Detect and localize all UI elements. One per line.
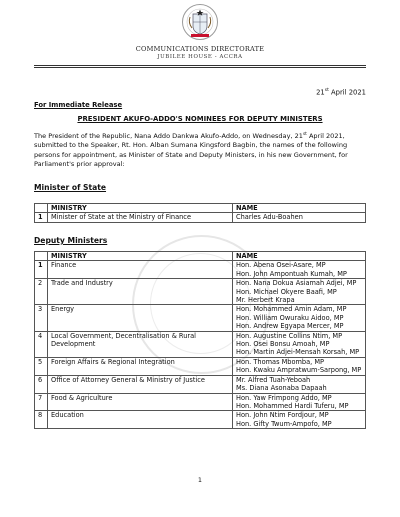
nominee-name: Hon. Nana Dokua Asiamah Adjei, MP — [236, 279, 357, 288]
nominee-name: Hon. Augustine Collins Ntim, MP — [236, 331, 343, 340]
page-number: 1 — [197, 476, 203, 484]
row-names — [233, 375, 366, 393]
nominee-name: Hon. Abena Osei-Asare, MP — [236, 261, 326, 270]
header-num-cell — [35, 204, 48, 213]
nominee-name: Mr. Alfred Tuah-Yeboah — [236, 375, 311, 384]
nominee-name: Hon. John Ntim Fordjour, MP — [236, 411, 329, 420]
row-names — [233, 279, 366, 305]
row-names — [233, 213, 366, 222]
minister-of-state-table — [34, 203, 366, 223]
row-number: 7 — [35, 393, 48, 411]
row-ministry: Finance — [48, 261, 233, 279]
row-number: 8 — [35, 411, 48, 429]
nominee-name: Mr. Herbert Krapa — [236, 296, 295, 305]
row-ministry: Local Government, Decentralisation & Rural Development — [48, 331, 233, 357]
nominee-name: Hon. Mohammed Amin Adam, MP — [236, 305, 347, 314]
table-header-row — [35, 252, 366, 261]
nominee-name: Hon. Martin Adjei-Mensah Korsah, MP — [236, 348, 360, 357]
row-ministry: Foreign Affairs & Regional Integration — [48, 357, 233, 375]
row-names — [233, 331, 366, 357]
row-names — [233, 411, 366, 429]
table-header-row — [35, 204, 366, 213]
row-ministry: Food & Agriculture — [48, 393, 233, 411]
row-ministry: Energy — [48, 305, 233, 331]
minister-of-state-heading: Minister of State — [34, 183, 107, 192]
row-number: 1 — [35, 213, 48, 222]
directorate-title: COMMUNICATIONS DIRECTORATE — [135, 45, 265, 53]
nominee-name: Hon. Mohammed Hardi Tuferu, MP — [236, 401, 349, 410]
deputy-ministers-heading: Deputy Ministers — [34, 236, 108, 245]
header-name-cell: NAME — [233, 252, 366, 261]
release-date: 21st April 2021 — [316, 88, 366, 97]
row-number: 2 — [35, 279, 48, 305]
nominee-name: Charles Adu-Boahen — [236, 213, 303, 222]
table-row — [35, 375, 366, 393]
row-number: 6 — [35, 375, 48, 393]
table-row — [35, 393, 366, 411]
nominee-name: Hon. Kwaku Ampratwum-Sarpong, MP — [236, 366, 362, 375]
nominee-name: Hon. John Ampontuah Kumah, MP — [236, 269, 347, 278]
row-number: 5 — [35, 357, 48, 375]
row-names — [233, 357, 366, 375]
table-row — [35, 305, 366, 331]
row-number: 3 — [35, 305, 48, 331]
header-name-cell: NAME — [233, 204, 366, 213]
row-ministry: Education — [48, 411, 233, 429]
nominee-name: Hon. William Owuraku Aidoo, MP — [236, 313, 344, 322]
row-ministry: Trade and Industry — [48, 279, 233, 305]
deputy-ministers-table — [34, 251, 366, 429]
row-number: 1 — [35, 261, 48, 279]
intro-paragraph: The President of the Republic, Nana Addo Dankwa Akufo-Addo, on Wednesday, 21st April 2021, submitted to the Speaker, Rt. Hon. Alban Sumana Kingsford Bagbin, the names of the following persons for appointment, as Minister of State and Deputy Ministers, in his new Government, for Parliament's prior approval: — [34, 132, 348, 169]
row-ministry: Office of Attorney General & Ministry of Justice — [48, 375, 233, 393]
table-row — [35, 331, 366, 357]
press-release-headline: PRESIDENT AKUFO-ADDO'S NOMINEES FOR DEPUTY MINISTERS — [77, 115, 323, 123]
nominee-name: Ms. Diana Asonaba Dapaah — [236, 384, 327, 393]
immediate-release-label: For Immediate Release — [34, 101, 123, 109]
table-row — [35, 213, 366, 222]
nominee-name: Hon. Gifty Twum-Ampofo, MP — [236, 419, 332, 428]
nominee-name: Hon. Michael Okyere Baafi, MP — [236, 287, 337, 296]
ghana-coat-of-arms-icon — [181, 3, 219, 41]
directorate-location: JUBILEE HOUSE - ACCRA — [157, 54, 243, 60]
row-names — [233, 393, 366, 411]
table-row — [35, 279, 366, 305]
row-ministry: Minister of State at the Ministry of Finance — [48, 213, 233, 222]
header-num-cell — [35, 252, 48, 261]
nominee-name: Hon. Yaw Frimpong Addo, MP — [236, 393, 332, 402]
header-divider-secondary — [34, 67, 366, 68]
table-row — [35, 357, 366, 375]
row-number: 4 — [35, 331, 48, 357]
row-names — [233, 261, 366, 279]
header-ministry-cell: MINISTRY — [48, 204, 233, 213]
header-divider — [34, 65, 366, 66]
row-names — [233, 305, 366, 331]
table-row — [35, 261, 366, 279]
nominee-name: Hon. Osei Bonsu Amoah, MP — [236, 340, 330, 349]
nominee-name: Hon. Thomas Mbomba, MP — [236, 357, 325, 366]
nominee-name: Hon. Andrew Egyapa Mercer, MP — [236, 322, 344, 331]
table-row — [35, 411, 366, 429]
header-ministry-cell: MINISTRY — [48, 252, 233, 261]
